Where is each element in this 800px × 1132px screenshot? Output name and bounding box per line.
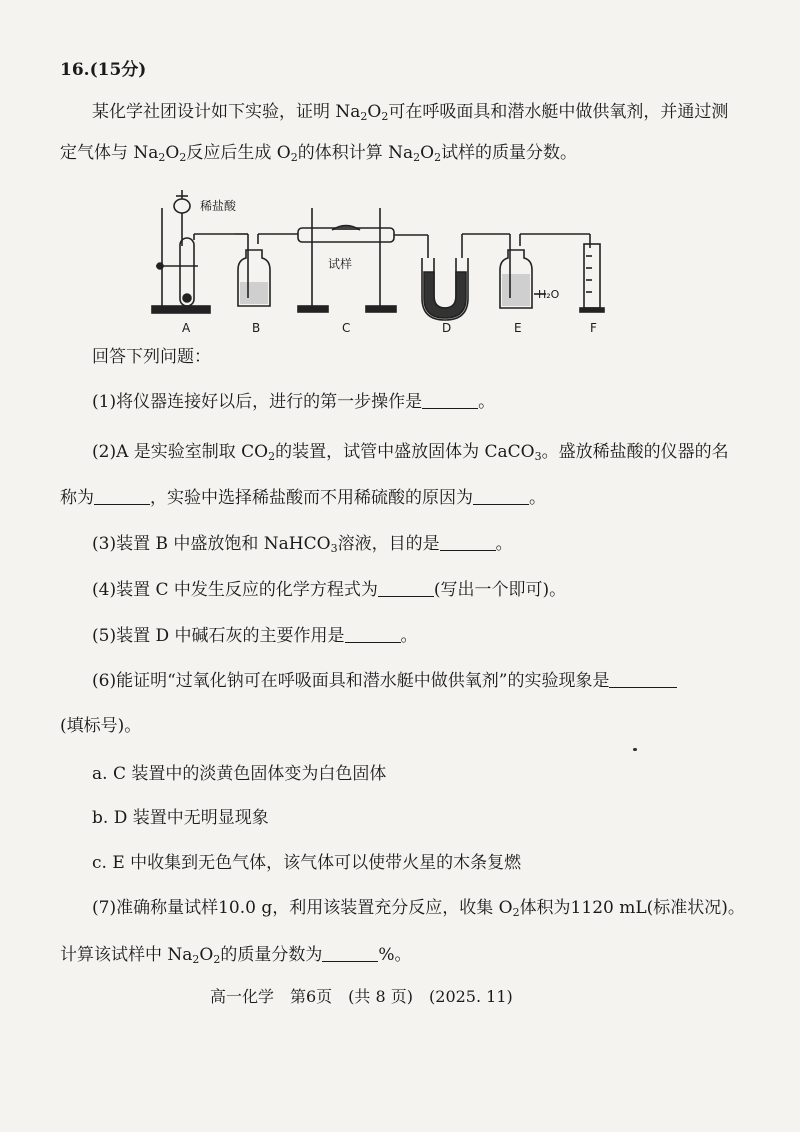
question-3: (3)装置 B 中盛放饱和 NaHCO$_3$溶液，目的是 。 [92,534,513,555]
apparatus-f [580,244,604,312]
label-d: D [442,321,452,335]
page-footer: 高一化学 第6页 (共 8 页) (2025. 11) [210,987,513,1006]
label-a: A [182,321,191,335]
question-number [60,58,146,82]
label-f: F [590,321,597,335]
option-a: a. C 装置中的淡黄色固体变为白色固体 [92,764,387,784]
blank-5[interactable] [345,624,401,643]
stray-mark [633,748,637,751]
apparatus-c [298,208,428,312]
option-b: b. D 装置中无明显现象 [92,808,269,828]
label-c: C [342,321,351,335]
question-7-line-1: (7)准确称量试样10.0 g，利用该装置充分反应，收集 $O_2$体积为1120 mL(标准状况)。 [92,898,745,919]
question-1: (1)将仪器连接好以后，进行的第一步操作是 。 [92,392,496,412]
blank-7[interactable] [322,943,378,962]
question-6-line-2: (填标号)。 [60,716,142,736]
option-c: c. E 中收集到无色气体，该气体可以使带火星的木条复燃 [92,853,522,873]
blank-2b[interactable] [473,486,529,505]
label-e: E [514,321,522,335]
water-label: H₂O [538,288,560,301]
blank-2a[interactable] [94,486,150,505]
question-score: (15分) [89,60,147,80]
answer-intro: 回答下列问题： [92,347,211,367]
apparatus-diagram [150,188,620,338]
question-4: (4)装置 C 中发生反应的化学方程式为 (写出一个即可)。 [92,580,567,600]
blank-3[interactable] [440,532,496,551]
intro-line-1: 某化学社团设计如下实验，证明 $Na_2O_2$可在呼吸面具和潜水艇中做供氧剂，并通过测 [92,102,729,123]
apparatus-b [235,234,298,306]
label-b: B [252,321,261,335]
apparatus-d [422,234,510,320]
blank-1[interactable] [422,390,478,409]
blank-6[interactable] [609,669,677,688]
question-5: (5)装置 D 中碱石灰的主要作用是 。 [92,626,418,646]
question-number-text: 16. [60,60,90,80]
sample-label: 试样 [328,257,353,271]
question-7-line-2: 计算该试样中 $Na_2O_2$的质量分数为 %。 [60,945,412,966]
blank-4[interactable] [378,578,434,597]
question-2-line-2: 称为 ，实验中选择稀盐酸而不用稀硫酸的原因为 。 [60,488,546,508]
question-2-line-1: (2)A 是实验室制取 $CO_2$的装置，试管中盛放固体为 CaCO$_3$。盛放稀盐酸的仪器的名 [92,442,729,463]
intro-line-2: 定气体与 $Na_2O_2$反应后生成 $O_2$的体积计算 $Na_2O_2$试样的质量分数。 [60,143,578,164]
question-6-line-1: (6)能证明“过氧化钠可在呼吸面具和潜水艇中做供氧剂”的实验现象是 [92,669,677,693]
acid-label: 稀盐酸 [200,199,237,213]
